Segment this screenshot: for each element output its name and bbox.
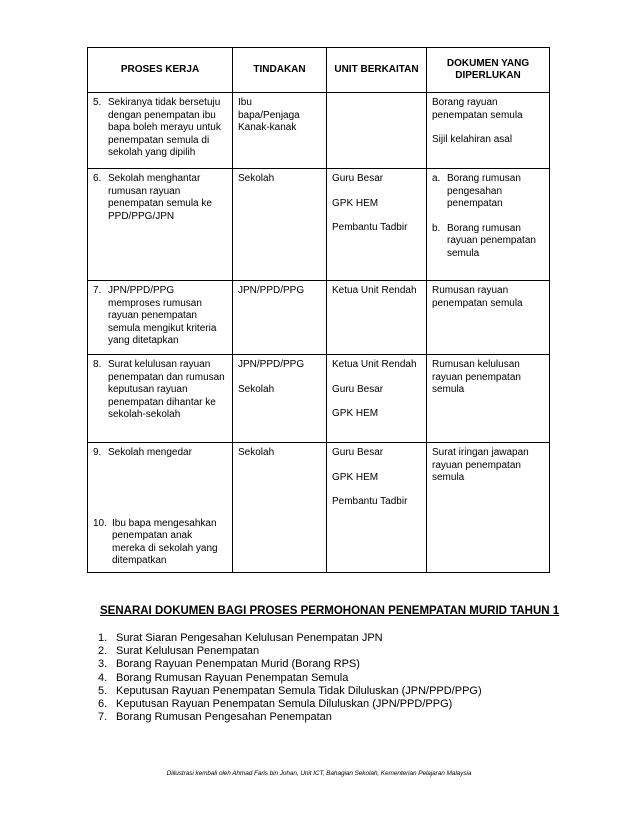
dokumen-text: Borang rumusan rayuan penempatan semula: [447, 222, 536, 259]
step-text: Sekolah mengedar: [108, 447, 192, 458]
tindakan-cell: [233, 355, 327, 443]
doc-label: a.: [432, 173, 441, 184]
dokumen-cell: [427, 355, 550, 443]
dokumen-text: Borang rayuan penempatan semula: [432, 97, 523, 121]
step-text: Sekolah menghantar rumusan rayuan penempatan semula ke PPD/PPG/JPN: [108, 173, 212, 222]
header-tindakan: TINDAKAN: [233, 48, 327, 93]
unit-cell: [327, 443, 427, 573]
table-row: [88, 281, 550, 355]
step-number: 7.: [93, 285, 102, 296]
tindakan-cell: [233, 443, 327, 573]
list-text: Borang Rayuan Penempatan Murid (Borang RPS): [116, 658, 360, 671]
list-number: 2.: [98, 645, 108, 658]
proses-cell: [88, 169, 233, 281]
unit-text: GPK HEM: [332, 197, 379, 209]
step-text: Surat kelulusan rayuan penempatan dan rumusan keputusan rayuan penempatan dihantar ke sekolah-sekolah: [108, 359, 225, 420]
step-text: Ibu bapa mengesahkan penempatan anak mereka di sekolah yang ditempatkan: [112, 517, 218, 566]
tindakan-text: Kanak-kanak: [238, 122, 297, 133]
step-number: 9.: [93, 447, 102, 458]
proses-cell: [88, 93, 233, 169]
table-row: [88, 93, 550, 169]
tindakan-text: JPN/PPD/PPG: [238, 359, 305, 370]
table-row: [88, 443, 550, 573]
table-row: [88, 169, 550, 281]
proses-cell: [88, 281, 233, 355]
unit-cell: [327, 169, 427, 281]
dokumen-cell: [427, 93, 550, 169]
list-text: Borang Rumusan Rayuan Penempatan Semula: [116, 671, 349, 684]
process-table: [87, 47, 550, 573]
list-item: [98, 711, 482, 724]
unit-cell: [327, 281, 427, 355]
tindakan-text: Sekolah: [238, 447, 275, 458]
unit-text: Guru Besar: [332, 383, 384, 395]
footer-credit: Diilustrasi kembali oleh Ahmad Faris bin Johan, Unit ICT, Bahagian Sekolah, Kementerian Pelajaran Malaysia: [166, 770, 472, 777]
dokumen-text: Borang rumusan pengesahan penempatan: [447, 173, 521, 209]
dokumen-text: Sijil kelahiran asal: [432, 134, 513, 145]
unit-text: Guru Besar: [332, 173, 384, 184]
tindakan-text: Ibu: [238, 97, 252, 108]
list-number: 6.: [98, 698, 108, 711]
header-proses-kerja: PROSES KERJA: [88, 48, 233, 93]
list-text: Keputusan Rayuan Penempatan Semula Tidak Diluluskan (JPN/PPD/PPG): [116, 684, 482, 697]
dokumen-cell: [427, 281, 550, 355]
proses-cell: [88, 443, 233, 573]
list-number: 5.: [98, 684, 108, 697]
unit-text: Ketua Unit Rendah: [332, 285, 417, 296]
unit-cell: [327, 93, 427, 169]
unit-text: Pembantu Tadbir: [332, 496, 408, 507]
tindakan-text: JPN/PPD/PPG: [238, 285, 305, 296]
list-item: [98, 672, 482, 685]
step-text: Sekiranya tidak bersetuju dengan penempatan ibu bapa boleh merayu untuk penempatan semula di sekolah yang dipilih: [108, 97, 221, 158]
list-number: 7.: [98, 711, 108, 724]
dokumen-text: Rumusan kelulusan rayuan penempatan semula: [432, 359, 521, 395]
tindakan-cell: [233, 169, 327, 281]
list-number: 4.: [98, 671, 108, 684]
dokumen-cell: [427, 169, 550, 281]
header-dokumen: DOKUMEN YANG DIPERLUKAN: [427, 48, 550, 93]
tindakan-text: Sekolah: [238, 383, 275, 395]
unit-text: Ketua Unit Rendah: [332, 359, 417, 370]
step-number: 8.: [93, 359, 102, 370]
table-row: [88, 355, 550, 443]
tindakan-text: bapa/Penjaga: [238, 109, 300, 121]
list-number: 3.: [98, 658, 108, 671]
step-number: 10.: [93, 517, 107, 529]
tindakan-cell: [233, 93, 327, 169]
step-number: 5.: [93, 97, 102, 108]
unit-text: Pembantu Tadbir: [332, 222, 408, 233]
list-number: 1.: [98, 632, 108, 644]
list-text: Surat Kelulusan Penempatan: [116, 645, 260, 658]
list-item: [98, 698, 482, 711]
proses-cell: [88, 355, 233, 443]
section-title: SENARAI DOKUMEN BAGI PROSES PERMOHONAN PENEMPATAN MURID TAHUN 1: [100, 605, 560, 617]
unit-cell: [327, 355, 427, 443]
step-text: JPN/PPD/PPG memproses rumusan rayuan penempatan semula mengikut kriteria yang ditetapkan: [108, 285, 217, 346]
tindakan-cell: [233, 281, 327, 355]
list-item: [98, 632, 482, 645]
list-item: [98, 645, 482, 658]
step-number: 6.: [93, 173, 102, 184]
doc-label: b.: [432, 222, 441, 234]
list-item: [98, 685, 482, 698]
list-text: Borang Rumusan Pengesahan Penempatan: [116, 711, 332, 724]
header-unit-berkaitan: UNIT BERKAITAN: [327, 48, 427, 93]
unit-text: Guru Besar: [332, 447, 384, 458]
table-header-row: [88, 48, 550, 93]
dokumen-text: Rumusan rayuan penempatan semula: [432, 285, 523, 309]
document-list: [98, 632, 482, 724]
unit-text: GPK HEM: [332, 471, 379, 483]
tindakan-text: Sekolah: [238, 173, 275, 184]
list-text: Surat Siaran Pengesahan Kelulusan Penempatan JPN: [116, 632, 383, 644]
dokumen-text: Surat iringan jawapan rayuan penempatan semula: [432, 447, 529, 483]
list-item: [98, 658, 482, 671]
unit-text: GPK HEM: [332, 408, 379, 419]
list-text: Keputusan Rayuan Penempatan Semula Diluluskan (JPN/PPD/PPG): [116, 698, 453, 711]
dokumen-cell: [427, 443, 550, 573]
